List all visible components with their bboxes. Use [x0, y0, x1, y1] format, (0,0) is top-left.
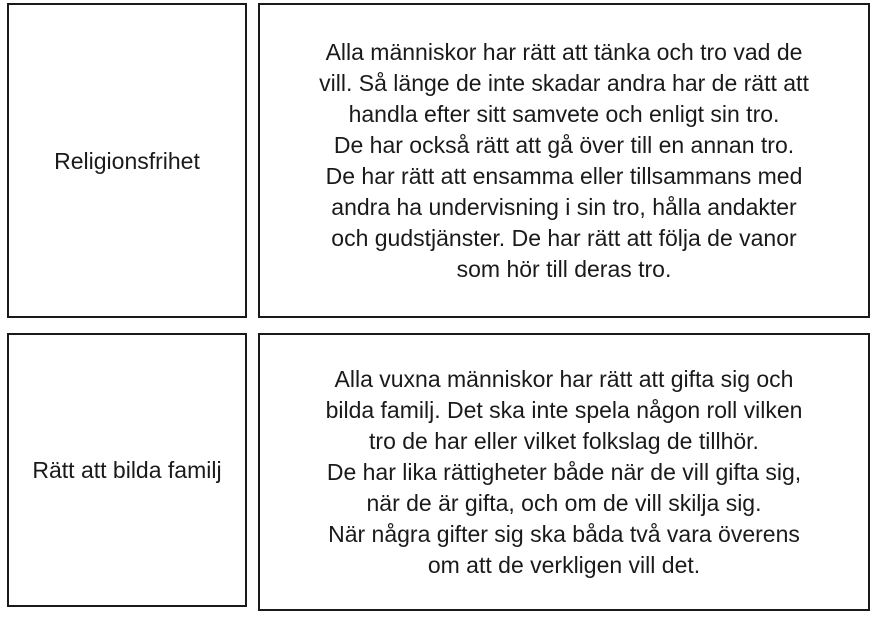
- description-line: handla efter sitt samvete och enligt sin tro.: [348, 100, 780, 127]
- term-card-religionsfrihet: [7, 3, 247, 318]
- description-card-ratt-att-bilda-familj: [258, 333, 870, 611]
- description-line: andra ha undervisning i sin tro, hålla andakter: [331, 193, 797, 220]
- description-line: bilda familj. Det ska inte spela någon roll vilken: [325, 396, 803, 423]
- description-line: tro de har eller vilket folkslag de tillhör.: [369, 427, 759, 454]
- term-card-ratt-att-bilda-familj: [7, 333, 247, 607]
- description-line: när de är gifta, och om de vill skilja sig.: [366, 489, 762, 516]
- term-label: Religionsfrihet: [54, 147, 200, 174]
- description-line: De har rätt att ensamma eller tillsammans med: [325, 162, 803, 189]
- description-card-religionsfrihet: [258, 3, 870, 318]
- description-line: vill. Så länge de inte skadar andra har de rätt att: [319, 69, 809, 96]
- description-line: som hör till deras tro.: [456, 255, 672, 282]
- description-text: [309, 37, 819, 285]
- description-line: De har också rätt att gå över till en annan tro.: [333, 131, 795, 158]
- description-line: Alla människor har rätt att tänka och tro vad de: [325, 38, 803, 65]
- term-label: Rätt att bilda familj: [32, 457, 222, 483]
- description-line: om att de verkligen vill det.: [427, 551, 701, 578]
- description-text: [316, 364, 813, 581]
- description-line: De har lika rättigheter både när de vill gifta sig,: [326, 458, 802, 485]
- description-line: och gudstjänster. De har rätt att följa de vanor: [331, 224, 797, 251]
- description-line: Alla vuxna människor har rätt att gifta sig och: [334, 365, 794, 392]
- description-line: När några gifter sig ska båda två vara överens: [328, 520, 800, 547]
